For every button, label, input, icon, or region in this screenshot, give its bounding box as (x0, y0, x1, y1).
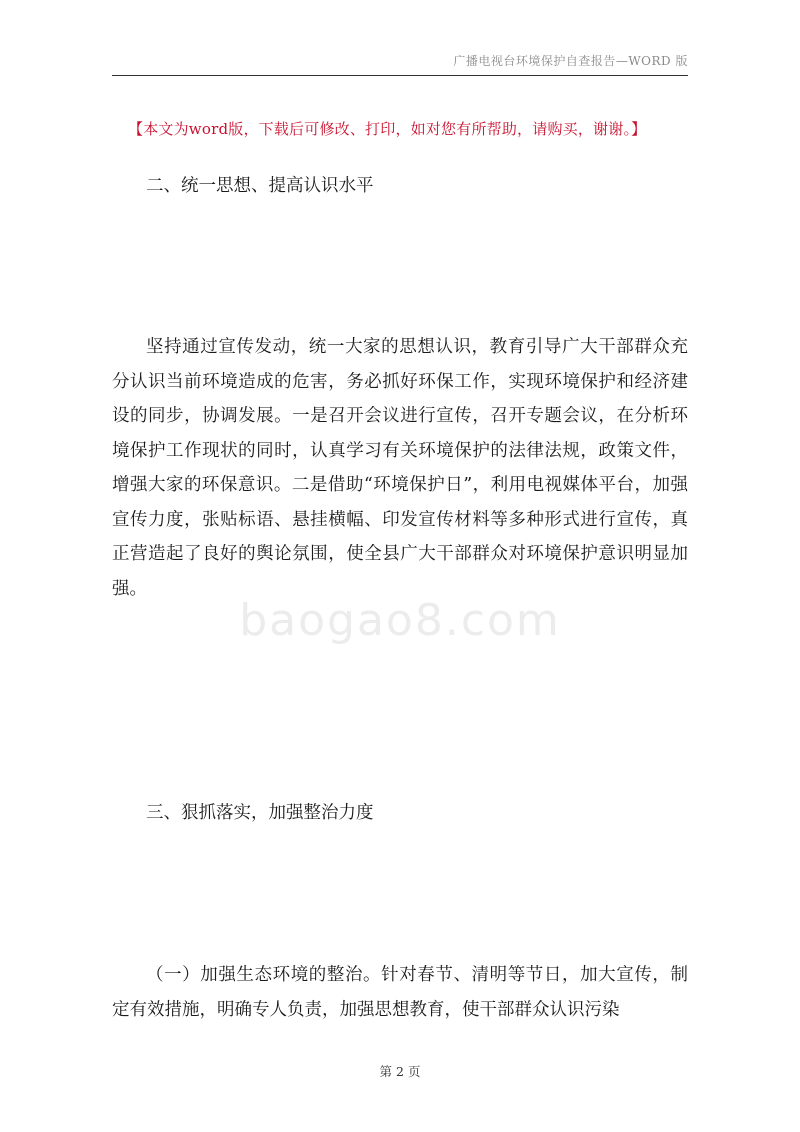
watermark: baogao8.com (239, 595, 561, 646)
body-paragraph-1 (112, 330, 688, 606)
section-heading-2: 二、统一思想、提高认识水平 (146, 176, 374, 196)
header-divider (112, 75, 688, 76)
paragraph-text: 坚持通过宣传发动，统一大家的思想认识，教育引导广大干部群众充分认识当前环境造成的危害，务必抓好环保工作，实现环境保护和经济建设的同步，协调发展。一是召开会议进行宣传，召开专题会议，在分析环境保护工作现状的同时，认真学习有关环境保护的法律法规，政策文件，增强大家的环保意识。二是借助“环境保护日”，利用电视媒体平台，加强宣传力度，张贴标语、悬挂横幅、印发宣传材料等多种形式进行宣传，真正营造起了良好的舆论氛围，使全县广大干部群众对环境保护意识明显加强。 (112, 337, 688, 599)
section-heading-3: 三、狠抓落实，加强整治力度 (146, 803, 374, 823)
page-number: 第 2 页 (379, 1064, 421, 1079)
running-header: 广播电视台环境保护自查报告—WORD 版 (453, 54, 688, 68)
paragraph-text: （一）加强生态环境的整治。针对春节、清明等节日，加大宣传，制定有效措施，明确专人负责，加强思想教育，使干部群众认识污染 (112, 965, 688, 1020)
body-paragraph-2 (112, 958, 688, 1027)
download-notice: 【本文为word版，下载后可修改、打印，如对您有所帮助，请购买，谢谢。】 (128, 120, 647, 138)
